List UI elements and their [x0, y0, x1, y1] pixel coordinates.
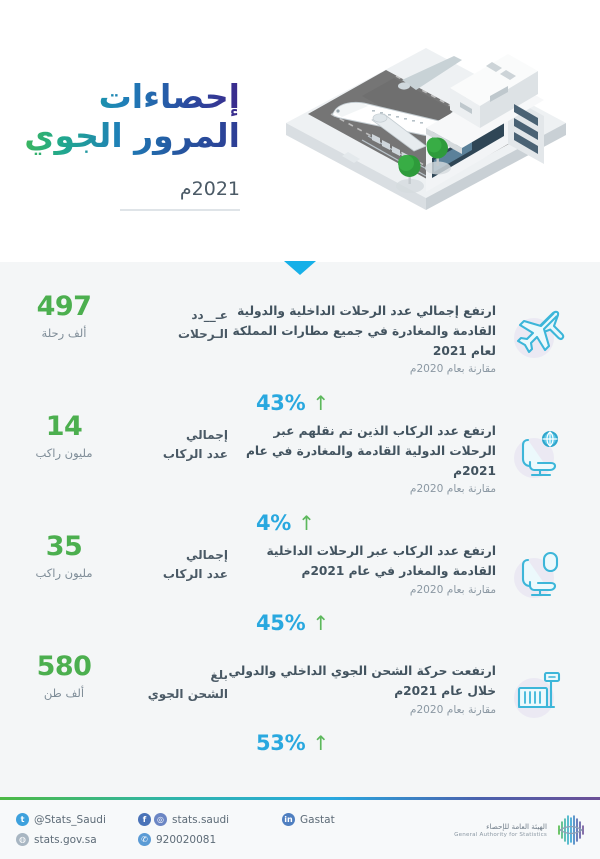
phone-icon: ✆ [138, 833, 151, 846]
linkedin-link[interactable] [282, 813, 335, 826]
website-link[interactable] [16, 833, 134, 846]
twitter-handle: @Stats_Saudi [34, 813, 106, 826]
logo-mark-icon [554, 813, 588, 847]
stat-value-cell [12, 284, 116, 340]
stat-description: ارتفع عدد الركاب عبر الرحلات الداخلية القادمة والمغادر في عام 2021م [266, 544, 496, 578]
stat-description-tail: مقارنة بعام 2020م [409, 483, 496, 496]
logo-english-name: General Authority for Statistics [454, 831, 547, 838]
airport-isometric-svg [276, 18, 576, 233]
stat-label-line1: عـ__دد [191, 308, 228, 322]
stat-description-cell [228, 404, 496, 535]
year-label: 2021م [179, 177, 240, 200]
title-line-1: إحصاءات [0, 78, 240, 117]
facebook-icon[interactable]: f [138, 813, 151, 826]
phone-number: 920020081 [156, 833, 217, 846]
stat-label-line2: الشحن الجوي [147, 687, 228, 702]
globe-icon: ◍ [16, 833, 29, 846]
stat-row [0, 284, 600, 416]
arrow-up-icon: ↑ [298, 511, 315, 536]
logo-arabic-name: الهيئة العامة للإحصاء [486, 821, 547, 831]
year-wrap [0, 178, 240, 211]
stat-value: 580 [36, 651, 92, 682]
stat-description-tail: مقارنة بعام 2020م [409, 583, 496, 596]
seat-person-icon [510, 544, 568, 602]
stat-description: ارتفعت حركة الشحن الجوي الداخلي والدولي خلال عام 2021م [228, 664, 496, 698]
stat-label-line2: الـرحلات [177, 327, 228, 342]
stat-value-cell [12, 644, 116, 700]
stat-description: ارتفع إجمالي عدد الرحلات الداخلية والدولية القادمة والمغادرة في جميع مطارات المملكة لعام 2021 [232, 304, 496, 358]
stat-label-line1: إجمالي [186, 548, 228, 562]
stat-value-cell [12, 524, 116, 580]
arrow-up-icon: ↑ [312, 611, 330, 636]
stat-value: 35 [45, 531, 83, 562]
stat-row [0, 404, 600, 536]
triangle-down-icon [284, 261, 316, 275]
header [0, 0, 600, 262]
footer [0, 797, 600, 859]
stat-label-cell [116, 524, 228, 584]
stat-description-tail: مقارنة بعام 2020م [409, 703, 496, 716]
stat-icon-cell [496, 524, 582, 602]
stat-percent: 4% [256, 511, 292, 536]
stat-row [0, 524, 600, 644]
stat-label-line2: عدد الركاب [162, 447, 228, 462]
stat-unit: ألف رحلة [41, 325, 87, 340]
airplane-icon [510, 304, 568, 362]
stat-percent: 45% [256, 611, 306, 636]
stat-label-cell [116, 644, 228, 704]
social-handle-item[interactable] [138, 813, 278, 826]
stat-label-cell [116, 284, 228, 344]
social-icon-pair [138, 813, 167, 826]
stat-label-line1: إجمالي [186, 428, 228, 442]
logo-text [454, 822, 547, 838]
stat-description: ارتفع عدد الركاب الذين تم نقلهم عبر الرحلات الدولية القادمة والمغادرة في عام 2021م [245, 424, 496, 478]
hero-illustration [268, 0, 600, 262]
stat-icon-cell [496, 404, 582, 482]
cargo-scale-icon [510, 664, 568, 722]
stat-description-tail: مقارنة بعام 2020م [409, 363, 496, 376]
stat-percent: 53% [256, 731, 306, 756]
stat-row [0, 644, 600, 764]
website-url: stats.gov.sa [34, 833, 97, 846]
stat-description-cell [228, 644, 496, 755]
stat-value: 14 [45, 411, 83, 442]
twitter-icon: t [16, 813, 29, 826]
stat-percent: 43% [256, 391, 306, 416]
stat-value: 497 [36, 291, 92, 322]
stat-icon-cell [496, 644, 582, 722]
stat-label-cell [116, 404, 228, 464]
seat-globe-icon [510, 424, 568, 482]
phone-link[interactable] [138, 833, 278, 846]
stat-percent-row [228, 611, 496, 635]
stat-label-line1: بلغ [210, 668, 228, 682]
linkedin-icon: in [282, 813, 295, 826]
year-underline [120, 209, 240, 211]
stat-description-cell [228, 524, 496, 635]
arrow-up-icon: ↑ [312, 731, 330, 756]
social-handle: stats.saudi [172, 813, 230, 826]
twitter-link[interactable] [16, 813, 134, 826]
title-block [0, 0, 268, 211]
arrow-up-icon: ↑ [312, 391, 330, 416]
title-line-2: المرور الجوي [0, 117, 240, 156]
stat-icon-cell [496, 284, 582, 362]
stats-list [0, 262, 600, 764]
social-links [16, 811, 335, 849]
stat-description-cell [228, 284, 496, 415]
instagram-icon[interactable]: ◎ [154, 813, 167, 826]
linkedin-handle: Gastat [300, 813, 335, 826]
stat-percent-row [228, 731, 496, 755]
stat-label-line2: عدد الركاب [162, 567, 228, 582]
gastat-logo [454, 813, 588, 847]
stat-unit: مليون راكب [35, 445, 93, 460]
stat-unit: ألف طن [43, 685, 85, 700]
stat-value-cell [12, 404, 116, 460]
stat-unit: مليون راكب [35, 565, 93, 580]
footer-content [0, 800, 600, 859]
